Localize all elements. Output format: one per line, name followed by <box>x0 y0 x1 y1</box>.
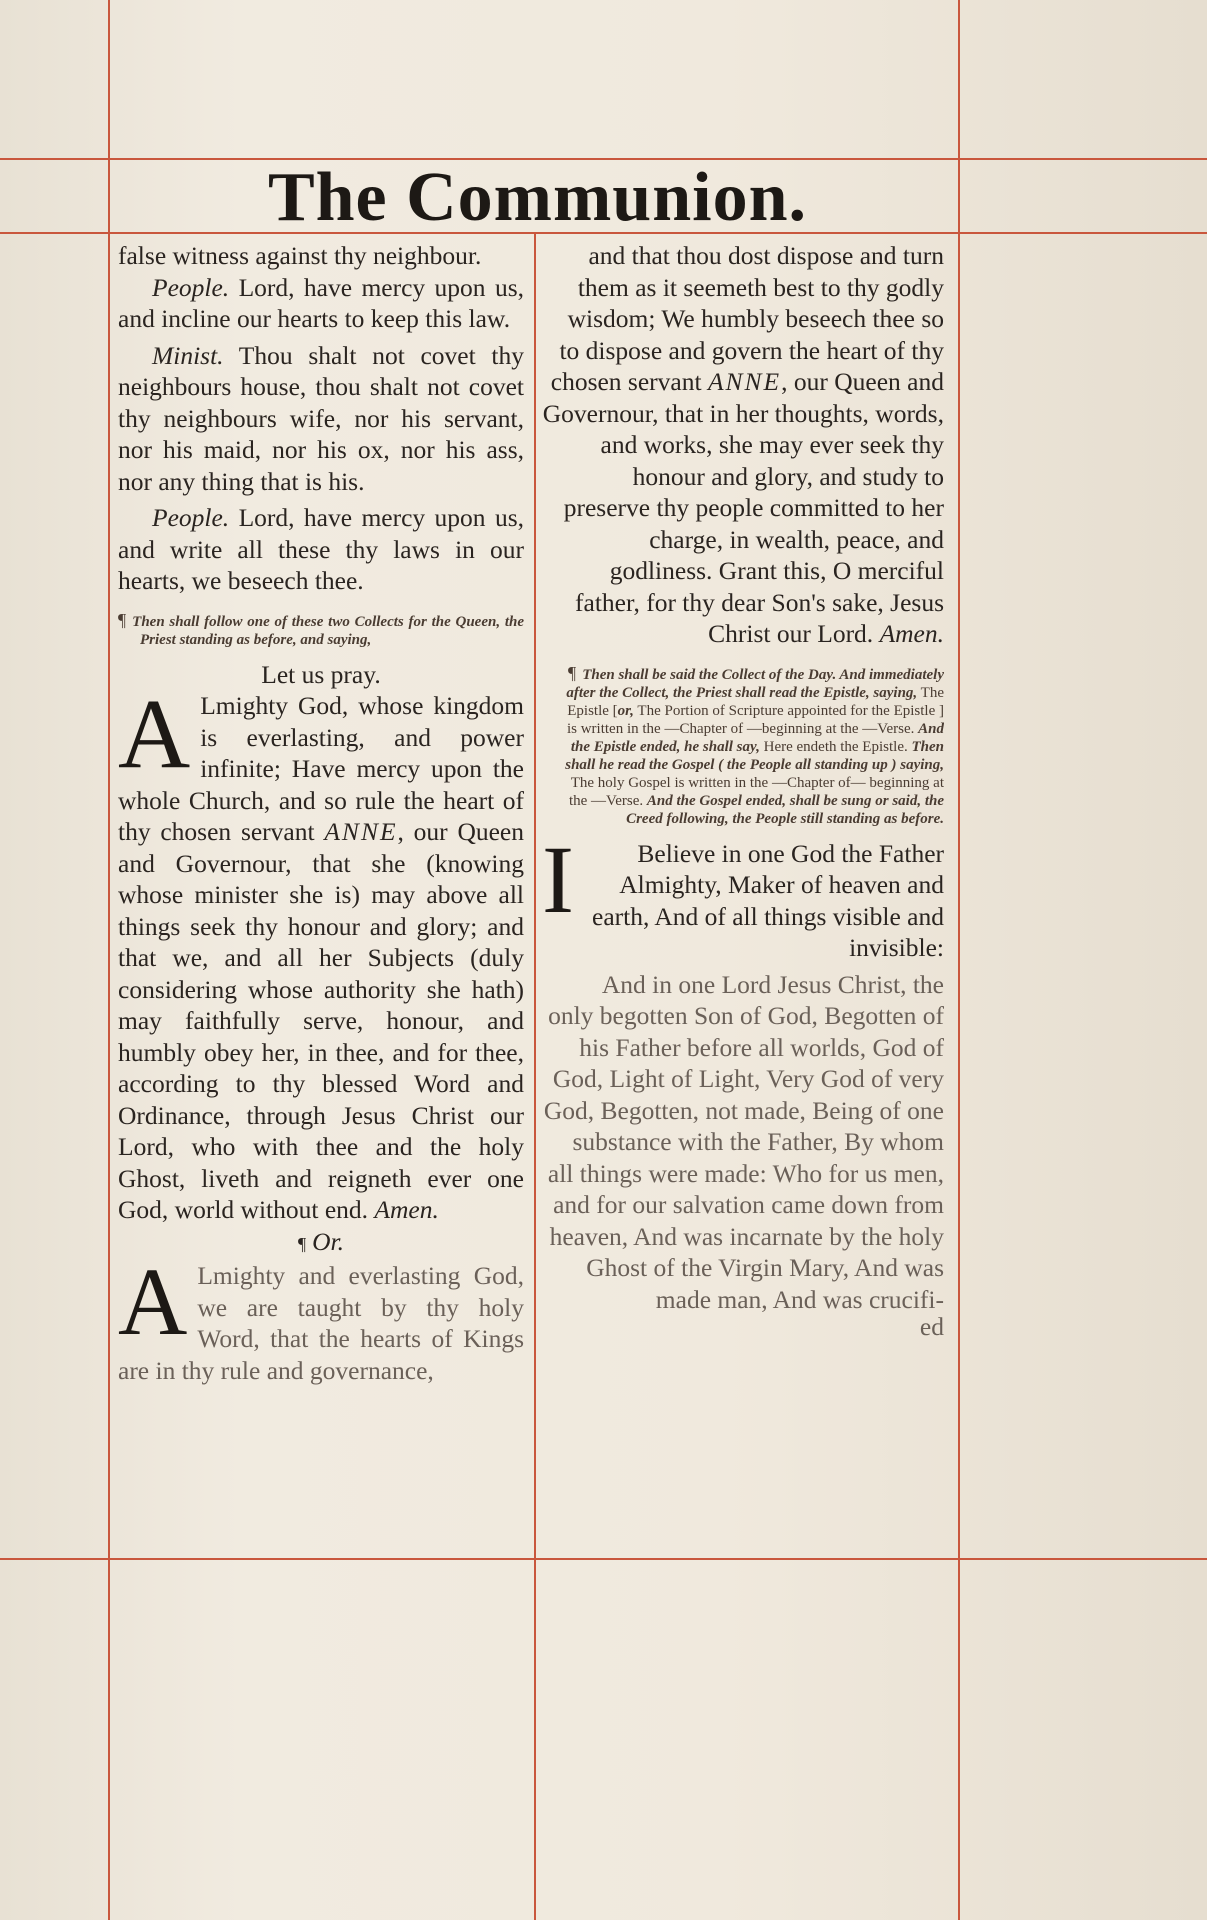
left-column <box>118 240 524 1523</box>
page-title: The Communion. <box>267 159 808 236</box>
response-text: Lord, have mercy upon us, and write all these thy laws in our hearts, we beseech thee. <box>118 503 524 595</box>
collect-text: Lmighty God, whose kingdom is everlasting, and power infinite; Have mercy upon the whole Church, and so rule the heart of thy chosen servant <box>118 691 524 846</box>
pilcrow-icon: ¶ <box>297 1233 307 1254</box>
rubric-collects <box>118 611 524 649</box>
rubric-text: Then shall he read the Gospel ( the People all standing up ) saying, <box>565 738 944 773</box>
rubric-text: And the Epistle ended, he shall say, <box>570 720 944 755</box>
collect-2 <box>118 1248 524 1386</box>
people-response-1 <box>118 272 524 335</box>
left-p1: false witness against thy neighbour. <box>118 241 482 270</box>
center-rule <box>534 232 536 1920</box>
collect-1 <box>118 678 524 1226</box>
sovereign-name: ANNE <box>324 817 398 846</box>
speaker-label: People. <box>152 272 230 302</box>
amen: Amen. <box>879 619 944 648</box>
collect-text: , our Queen and Governour, that in her thoughts, words, and works, she may ever seek thy honour and glory, and study to preserve thy people committed to her charge, in wealth, peace, and godliness. Grant this, O merciful father, for thy dear Son's sake, Jesus Christ our Lord. <box>542 367 944 648</box>
response-text: Lord, have mercy upon us, and incline our hearts to keep this law. <box>118 272 524 333</box>
rubric-text: Here endeth the Epistle. <box>759 738 912 755</box>
rubric-text: Then shall be said the Collect of the Day. And immediately after the Collect, the Priest shall read the Epistle, saying, <box>566 666 944 701</box>
let-us-pray: Let us pray. <box>261 659 381 689</box>
right-margin-rule <box>958 0 960 1920</box>
amen: Amen. <box>374 1195 439 1224</box>
speaker-label: People. <box>152 503 230 532</box>
catchword: ed <box>919 1312 944 1341</box>
rubric-text: The holy Gospel is written in the —Chapter of— beginning at the —Verse. <box>568 774 944 809</box>
people-response-2 <box>118 502 524 597</box>
commandment-text: Thou shalt not covet thy neighbours house, thou shalt not covet thy neighbours wife, nor his servant, nor his maid, nor his ox, nor his ass, nor any thing that is his. <box>118 340 524 496</box>
creed-text: Believe in one God the Father Almighty, Maker of heaven and earth, And of all things visible and invisible: <box>592 838 944 962</box>
rubric-text: And the Gospel ended, shall be sung or said, the Creed following, the People still standing as before. <box>626 792 944 827</box>
creed-p2: And in one Lord Jesus Christ, the only begotten Son of God, Begotten of his Father before all worlds, God of God, Light of Light, Very God of very God, Begotten, not made, Being of one substance with the Father, By whom all things were made: Who for us men, and for our salvation came down from heaven, And was incarnate by the holy Ghost of the Virgin Mary, And was made man, And was crucifi- <box>543 969 944 1314</box>
sovereign-name: ANNE <box>707 367 782 396</box>
bottom-rule <box>0 1558 1207 1560</box>
collect-text: , our Queen and Governour, that she (knowing whose minister she is) may above all things seek thy honour and glory; and that we, and all her Subjects (duly considering whose authority she hath) may faithfully serve, honour, and humbly obey her, in thee, and for thee, according to thy blessed Word and Ordinance, through Jesus Christ our Lord, who with thee and the holy Ghost, liveth and reigneth ever one God, world without end. <box>118 817 524 1224</box>
collect-text: and that thou dost dispose and turn them as it seemeth best to thy godly wisdom; We humbly beseech thee so to dispose and govern the heart of thy chosen servant <box>550 241 944 396</box>
rubric-text: or, <box>617 702 634 719</box>
or-text: Or. <box>312 1226 345 1256</box>
rubric-text: The Portion of Scripture appointed for the Epistle ] is written in the —Chapter of —beginning at the —Verse. <box>566 702 944 737</box>
pilcrow-icon: ¶ <box>118 609 127 630</box>
minister-commandment <box>118 340 524 498</box>
rubric-text: The Epistle [ <box>567 684 944 719</box>
left-margin-rule <box>108 0 110 1920</box>
creed-p1 <box>542 825 944 964</box>
collect-text: Lmighty and everlasting God, we are taught by thy holy Word, that the hearts of Kings are in thy rule and governance, <box>118 1261 524 1385</box>
speaker-label: Minist. <box>152 340 224 370</box>
right-column <box>542 240 944 1527</box>
rubric-epistle-gospel <box>542 664 944 828</box>
drop-cap: I <box>542 825 574 933</box>
right-p1 <box>542 240 944 650</box>
pilcrow-icon: ¶ <box>568 662 577 683</box>
rubric-text: Then shall follow one of these two Collects for the Queen, the Priest standing as before, and saying, <box>132 613 524 648</box>
drop-cap: A <box>118 1248 188 1355</box>
drop-cap: A <box>118 678 191 789</box>
